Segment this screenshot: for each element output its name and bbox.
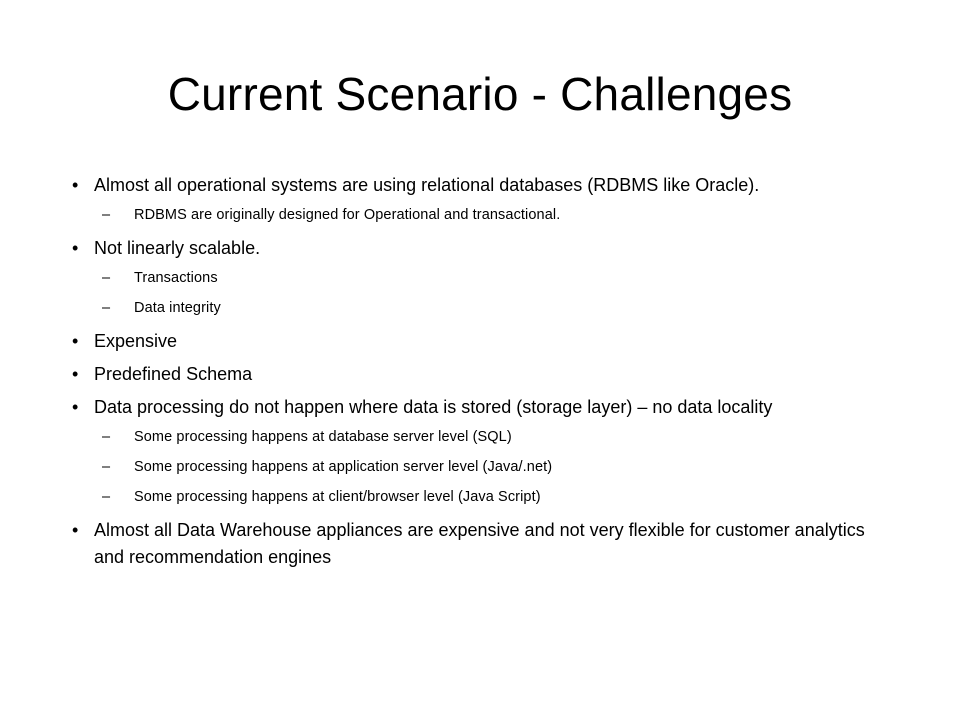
- bullet-text: Data processing do not happen where data is stored (storage layer) – no data locality: [94, 397, 773, 417]
- dash-icon: –: [102, 300, 111, 316]
- bullet-item: [72, 235, 892, 262]
- sub-bullet-item: [72, 457, 892, 477]
- dash-icon: –: [102, 489, 111, 505]
- dash-icon: –: [102, 207, 111, 223]
- sub-bullet-text: Some processing happens at client/browser level (Java Script): [134, 489, 541, 505]
- sub-bullet-item: [72, 427, 892, 447]
- sub-bullet-item: [72, 268, 892, 288]
- bullet-item: [72, 517, 892, 571]
- bullet-item: [72, 328, 892, 355]
- slide-title: Current Scenario - Challenges: [167, 68, 793, 120]
- bullet-icon: •: [72, 397, 79, 417]
- sub-bullet-item: [72, 298, 892, 318]
- sub-bullet-list: [72, 427, 892, 507]
- bullet-icon: •: [72, 238, 79, 258]
- bullet-icon: •: [72, 520, 79, 540]
- bullet-icon: •: [72, 175, 79, 195]
- sub-bullet-text: RDBMS are originally designed for Operational and transactional.: [134, 207, 561, 223]
- bullet-icon: •: [72, 364, 79, 384]
- dash-icon: –: [102, 429, 111, 445]
- sub-bullet-list: [72, 205, 892, 225]
- sub-bullet-item: [72, 205, 892, 225]
- bullet-item: [72, 394, 892, 421]
- sub-bullet-item: [72, 487, 892, 507]
- bullet-text: Not linearly scalable.: [94, 238, 261, 258]
- sub-bullet-text: Transactions: [134, 270, 218, 286]
- sub-bullet-text: Some processing happens at application server level (Java/.net): [134, 459, 553, 475]
- bullet-text: Expensive: [94, 331, 178, 351]
- dash-icon: –: [102, 459, 111, 475]
- bullet-text: Almost all operational systems are using relational databases (RDBMS like Oracle).: [94, 175, 760, 195]
- bullet-text: Almost all Data Warehouse appliances are expensive and not very flexible for customer analytics and recommendation engines: [94, 520, 865, 567]
- bullet-item: [72, 172, 892, 199]
- bullet-icon: •: [72, 331, 79, 351]
- bullet-text: Predefined Schema: [94, 364, 253, 384]
- bullet-list: [72, 172, 892, 577]
- sub-bullet-list: [72, 268, 892, 318]
- sub-bullet-text: Some processing happens at database server level (SQL): [134, 429, 512, 445]
- bullet-item: [72, 361, 892, 388]
- sub-bullet-text: Data integrity: [134, 300, 221, 316]
- dash-icon: –: [102, 270, 111, 286]
